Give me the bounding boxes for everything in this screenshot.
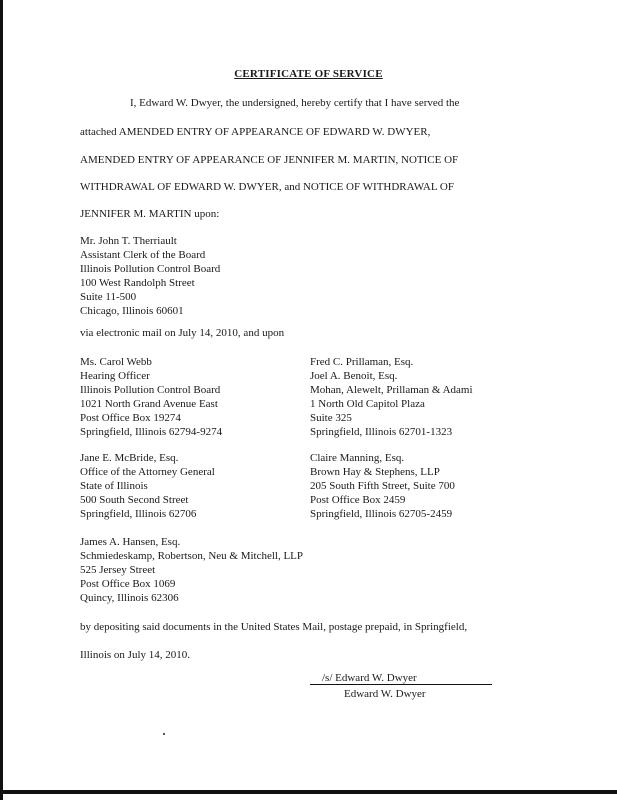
document-title: CERTIFICATE OF SERVICE [234, 68, 383, 80]
body-line-3: AMENDED ENTRY OF APPEARANCE OF JENNIFER M. MARTIN, NOTICE OF [80, 154, 459, 166]
address-line: Suite 325 [310, 412, 352, 424]
signature-line [310, 684, 492, 685]
address-line: Quincy, Illinois 62306 [80, 592, 179, 604]
electronic-signature: /s/ Edward W. Dwyer [322, 672, 417, 684]
scan-border-bottom [0, 790, 617, 794]
closing-line-1: by depositing said documents in the United States Mail, postage prepaid, in Springfield, [80, 621, 468, 633]
address-line: Post Office Box 19274 [80, 412, 181, 424]
address-line: Springfield, Illinois 62705-2459 [310, 508, 453, 520]
address-line: 1 North Old Capitol Plaza [310, 398, 425, 410]
recipient-mcbride [80, 451, 215, 521]
signer-name: Edward W. Dwyer [344, 688, 426, 700]
address-line: Assistant Clerk of the Board [80, 249, 206, 261]
address-line: Post Office Box 1069 [80, 578, 176, 590]
closing-line-2: Illinois on July 14, 2010. [80, 649, 191, 661]
address-line: Illinois Pollution Control Board [80, 263, 221, 275]
via-line: via electronic mail on July 14, 2010, and upon [80, 327, 285, 339]
address-line: Joel A. Benoit, Esq. [310, 370, 398, 382]
address-line: Brown Hay & Stephens, LLP [310, 466, 440, 478]
address-line: Suite 11-500 [80, 291, 137, 303]
address-line: James A. Hansen, Esq. [80, 536, 181, 548]
address-line: Hearing Officer [80, 370, 150, 382]
body-line-1: I, Edward W. Dwyer, the undersigned, hereby certify that I have served the [130, 97, 460, 109]
body-line-4: WITHDRAWAL OF EDWARD W. DWYER, and NOTICE OF WITHDRAWAL OF [80, 181, 454, 193]
recipient-prillaman [310, 355, 473, 439]
address-line: State of Illinois [80, 480, 148, 492]
address-line: Mr. John T. Therriault [80, 235, 177, 247]
body-line-2: attached AMENDED ENTRY OF APPEARANCE OF EDWARD W. DWYER, [80, 126, 431, 138]
scan-speck [163, 733, 165, 735]
recipient-clerk [80, 234, 220, 318]
address-line: 525 Jersey Street [80, 564, 156, 576]
scan-border-left [0, 0, 3, 800]
address-line: Illinois Pollution Control Board [80, 384, 221, 396]
address-line: 205 South Fifth Street, Suite 700 [310, 480, 455, 492]
address-line: Springfield, Illinois 62701-1323 [310, 426, 453, 438]
address-line: 500 South Second Street [80, 494, 189, 506]
address-line: Post Office Box 2459 [310, 494, 406, 506]
address-line: Ms. Carol Webb [80, 356, 152, 368]
address-line: 100 West Randolph Street [80, 277, 195, 289]
recipient-hansen [80, 535, 303, 605]
address-line: Jane E. McBride, Esq. [80, 452, 179, 464]
address-line: Fred C. Prillaman, Esq. [310, 356, 414, 368]
address-line: Claire Manning, Esq. [310, 452, 405, 464]
address-line: Office of the Attorney General [80, 466, 215, 478]
recipient-webb [80, 355, 222, 439]
body-line-5: JENNIFER M. MARTIN upon: [80, 208, 220, 220]
address-line: Mohan, Alewelt, Prillaman & Adami [310, 384, 473, 396]
address-line: 1021 North Grand Avenue East [80, 398, 218, 410]
address-line: Schmiedeskamp, Robertson, Neu & Mitchell, LLP [80, 550, 304, 562]
address-line: Chicago, Illinois 60601 [80, 305, 184, 317]
address-line: Springfield, Illinois 62794-9274 [80, 426, 223, 438]
recipient-manning [310, 451, 455, 521]
address-line: Springfield, Illinois 62706 [80, 508, 197, 520]
